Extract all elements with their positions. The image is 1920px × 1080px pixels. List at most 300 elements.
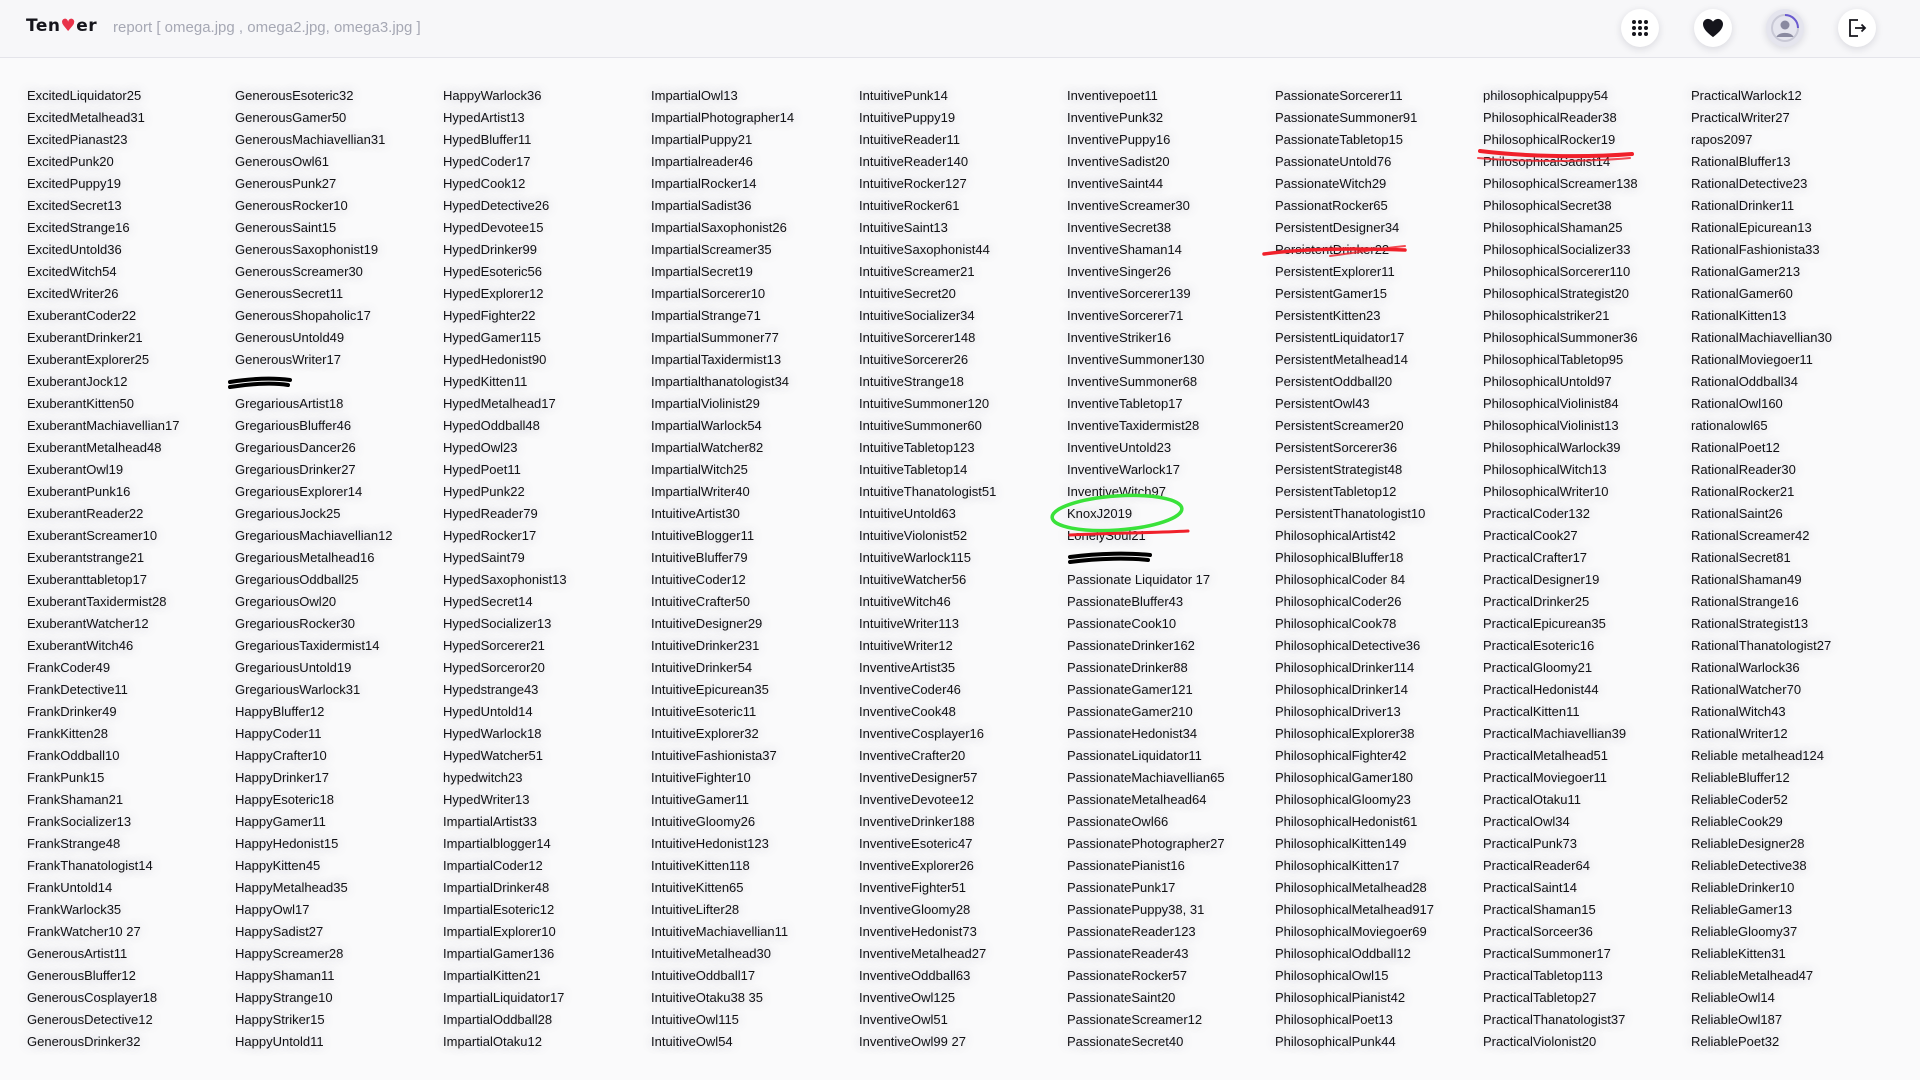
username-item[interactable]: RationalEpicurean13 — [1691, 220, 1812, 235]
username-item[interactable]: RationalGamer60 — [1691, 286, 1793, 301]
username-item[interactable]: ReliableGloomy37 — [1691, 924, 1798, 939]
username-item[interactable]: IntuitiveOwl115 — [651, 1012, 739, 1027]
username-item[interactable]: ImpartialPhotographer14 — [651, 110, 795, 125]
username-item[interactable]: PassionateSummoner91 — [1275, 110, 1418, 125]
username-item[interactable]: PassionateDrinker88 — [1067, 660, 1188, 675]
username-item[interactable]: InventiveHedonist73 — [859, 924, 977, 939]
username-item[interactable]: InventiveStriker16 — [1067, 330, 1172, 345]
username-item[interactable]: RationalStrange16 — [1691, 594, 1799, 609]
username-item[interactable]: ReliableDesigner28 — [1691, 836, 1805, 851]
username-item[interactable]: PassionateGamer121 — [1067, 682, 1193, 697]
username-item[interactable]: PhilosophicalArtist42 — [1275, 528, 1396, 543]
username-item[interactable]: InventiveOddball63 — [859, 968, 971, 983]
username-item[interactable]: InventiveArtist35 — [859, 660, 956, 675]
username-item[interactable]: Impartialthanatologist34 — [651, 374, 790, 389]
username-item[interactable]: RationalKitten13 — [1691, 308, 1787, 323]
username-item[interactable]: ExuberantKitten50 — [27, 396, 134, 411]
username-item[interactable]: HypedDevotee15 — [443, 220, 544, 235]
username-item[interactable]: PhilosophicalHedonist61 — [1275, 814, 1418, 829]
username-item[interactable]: PhilosophicalTabletop95 — [1483, 352, 1624, 367]
username-item[interactable]: GregariousWarlock31 — [235, 682, 361, 697]
username-item[interactable]: IntuitiveSocializer34 — [859, 308, 975, 323]
username-item[interactable]: ExuberantExplorer25 — [27, 352, 150, 367]
username-item[interactable]: PassionatePunk17 — [1067, 880, 1176, 895]
username-item[interactable]: FrankThanatologist14 — [27, 858, 153, 873]
username-item[interactable]: PracticalMetalhead51 — [1483, 748, 1609, 763]
username-item[interactable]: FrankSocializer13 — [27, 814, 132, 829]
grid-button[interactable] — [1621, 9, 1659, 47]
username-item[interactable]: GregariousUntold19 — [235, 660, 352, 675]
username-item[interactable]: HypedPunk22 — [443, 484, 525, 499]
username-item[interactable]: PersistentOwl43 — [1275, 396, 1370, 411]
username-item[interactable]: HypedDrinker99 — [443, 242, 537, 257]
username-item[interactable]: ImpartialOtaku12 — [443, 1034, 542, 1049]
username-item[interactable]: HypedSocializer13 — [443, 616, 552, 631]
username-item[interactable]: IntuitiveDrinker231 — [651, 638, 760, 653]
username-item[interactable]: InventiveUntold23 — [1067, 440, 1172, 455]
username-item[interactable]: PhilosophicalWarlock39 — [1483, 440, 1621, 455]
username-item[interactable]: ExuberantReader22 — [27, 506, 144, 521]
username-item[interactable]: PassionateWitch29 — [1275, 176, 1387, 191]
username-item[interactable]: ReliableKitten31 — [1691, 946, 1786, 961]
username-item[interactable]: IntuitiveHedonist123 — [651, 836, 769, 851]
username-item[interactable]: GregariousRocker30 — [235, 616, 355, 631]
username-item[interactable]: HypedKitten11 — [443, 374, 528, 389]
username-item[interactable]: InventiveSummoner130 — [1067, 352, 1205, 367]
username-item[interactable]: HappyStrange10 — [235, 990, 333, 1005]
username-item[interactable]: ImpartialWitch25 — [651, 462, 748, 477]
username-item[interactable]: FrankOddball10 — [27, 748, 120, 763]
username-item[interactable]: PracticalEsoteric16 — [1483, 638, 1595, 653]
username-item[interactable]: ExcitedWriter26 — [27, 286, 119, 301]
username-item[interactable]: InventiveOwl125 — [859, 990, 956, 1005]
username-item[interactable]: HappyOwl17 — [235, 902, 310, 917]
username-item[interactable]: PhilosophicalKitten17 — [1275, 858, 1400, 873]
username-item[interactable]: PracticalThanatologist37 — [1483, 1012, 1626, 1027]
username-item[interactable]: ReliableGamer13 — [1691, 902, 1793, 917]
username-item[interactable]: Impartialblogger14 — [443, 836, 551, 851]
username-item[interactable]: PracticalSorceer36 — [1483, 924, 1593, 939]
username-item[interactable]: PersistentMetalhead14 — [1275, 352, 1408, 367]
username-item[interactable]: PracticalCoder132 — [1483, 506, 1590, 521]
username-item[interactable]: PhilosophicalSecret38 — [1483, 198, 1612, 213]
username-item[interactable]: HypedDetective26 — [443, 198, 550, 213]
username-item[interactable]: HypedBluffer11 — [443, 132, 532, 147]
username-item[interactable]: PhilosophicalUntold97 — [1483, 374, 1612, 389]
username-item[interactable]: InventiveCosplayer16 — [859, 726, 985, 741]
username-item[interactable]: ReliableCook29 — [1691, 814, 1783, 829]
username-item[interactable]: ImpartialTaxidermist13 — [651, 352, 782, 367]
username-item[interactable]: PersistentGamer15 — [1275, 286, 1387, 301]
username-item[interactable]: InventiveGloomy28 — [859, 902, 971, 917]
username-item[interactable]: HappyEsoteric18 — [235, 792, 334, 807]
username-item[interactable]: PracticalCrafter17 — [1483, 550, 1588, 565]
username-item[interactable]: FrankStrange48 — [27, 836, 121, 851]
username-item[interactable]: PhilosophicalCook78 — [1275, 616, 1397, 631]
username-item[interactable]: PhilosophicalCoder26 — [1275, 594, 1402, 609]
username-item[interactable]: HappyHedonist15 — [235, 836, 339, 851]
username-item[interactable]: PracticalPunk73 — [1483, 836, 1577, 851]
username-item[interactable]: PersistentLiquidator17 — [1275, 330, 1405, 345]
username-item[interactable]: IntuitiveEsoteric11 — [651, 704, 757, 719]
username-item[interactable]: PassionateSaint20 — [1067, 990, 1176, 1005]
username-item[interactable]: KnoxJ2019 — [1067, 506, 1133, 521]
username-item[interactable]: Inventivepoet11 — [1067, 88, 1158, 103]
username-item[interactable]: RationalBluffer13 — [1691, 154, 1791, 169]
username-item[interactable]: philosophicalpuppy54 — [1483, 88, 1609, 103]
username-item[interactable]: ImpartialViolinist29 — [651, 396, 760, 411]
username-item[interactable]: InventiveWitch97 — [1067, 484, 1166, 499]
username-item[interactable]: PhilosophicalSadist14 — [1483, 154, 1611, 169]
username-item[interactable]: IntuitiveSorcerer26 — [859, 352, 969, 367]
username-item[interactable]: PhilosophicalReader38 — [1483, 110, 1617, 125]
username-item[interactable]: IntuitiveSummoner60 — [859, 418, 982, 433]
username-item[interactable]: Philosophicalstriker21 — [1483, 308, 1610, 323]
username-item[interactable]: ExuberantCoder22 — [27, 308, 137, 323]
username-item[interactable]: IntuitiveOddball17 — [651, 968, 756, 983]
username-item[interactable]: ExuberantTaxidermist28 — [27, 594, 167, 609]
username-item[interactable]: ImpartialArtist33 — [443, 814, 537, 829]
username-item[interactable]: InventiveDevotee12 — [859, 792, 974, 807]
username-item[interactable]: PracticalOwl34 — [1483, 814, 1570, 829]
username-item[interactable]: PhilosophicalMoviegoer69 — [1275, 924, 1427, 939]
username-item[interactable]: PersistentKitten23 — [1275, 308, 1381, 323]
username-item[interactable]: IntuitiveEpicurean35 — [651, 682, 769, 697]
username-item[interactable]: FrankKitten28 — [27, 726, 108, 741]
username-item[interactable]: IntuitiveScreamer21 — [859, 264, 975, 279]
username-item[interactable]: PersistentScreamer20 — [1275, 418, 1404, 433]
username-item[interactable]: ReliableOwl14 — [1691, 990, 1775, 1005]
username-item[interactable]: FrankPunk15 — [27, 770, 105, 785]
username-item[interactable]: InventivePunk32 — [1067, 110, 1164, 125]
username-item[interactable]: HypedGamer115 — [443, 330, 542, 345]
username-item[interactable]: IntuitiveRocker127 — [859, 176, 967, 191]
username-item[interactable]: HypedReader79 — [443, 506, 538, 521]
username-item[interactable]: RationalReader30 — [1691, 462, 1796, 477]
username-item[interactable]: PhilosophicalMetalhead917 — [1275, 902, 1435, 917]
username-item[interactable]: hypedwitch23 — [443, 770, 523, 785]
username-item[interactable]: PracticalSummoner17 — [1483, 946, 1611, 961]
username-item[interactable]: HypedSaint79 — [443, 550, 525, 565]
username-item[interactable]: ReliableMetalhead47 — [1691, 968, 1814, 983]
username-item[interactable]: PracticalDrinker25 — [1483, 594, 1590, 609]
username-item[interactable]: HappyCoder11 — [235, 726, 322, 741]
username-item[interactable]: ImpartialSummoner77 — [651, 330, 779, 345]
username-item[interactable]: HypedSecret14 — [443, 594, 533, 609]
username-item[interactable]: PhilosophicalWriter10 — [1483, 484, 1609, 499]
username-item[interactable]: IntuitiveGloomy26 — [651, 814, 756, 829]
username-item[interactable]: ImpartialPuppy21 — [651, 132, 753, 147]
username-item[interactable]: FrankDrinker49 — [27, 704, 117, 719]
username-item[interactable]: HappyKitten45 — [235, 858, 321, 873]
username-item[interactable]: HypedExplorer12 — [443, 286, 544, 301]
username-item[interactable]: PersistentThanatologist10 — [1275, 506, 1426, 521]
profile-button[interactable] — [1766, 9, 1804, 47]
username-item[interactable]: IntuitiveExplorer32 — [651, 726, 759, 741]
username-item[interactable]: HypedWriter13 — [443, 792, 530, 807]
username-item[interactable]: HappyScreamer28 — [235, 946, 344, 961]
username-item[interactable]: GenerousGamer50 — [235, 110, 347, 125]
username-item[interactable]: IntuitiveWriter113 — [859, 616, 959, 631]
username-item[interactable]: ExcitedWitch54 — [27, 264, 117, 279]
username-item[interactable]: IntuitiveSaxophonist44 — [859, 242, 990, 257]
username-item[interactable]: PhilosophicalSocializer33 — [1483, 242, 1631, 257]
username-item[interactable]: GenerousSaxophonist19 — [235, 242, 379, 257]
username-item[interactable]: InventiveSinger26 — [1067, 264, 1172, 279]
username-item[interactable]: HypedSorcerer21 — [443, 638, 545, 653]
username-item[interactable]: ReliableDrinker10 — [1691, 880, 1795, 895]
username-item[interactable]: IntuitiveDesigner29 — [651, 616, 763, 631]
username-item[interactable]: IntuitiveCrafter50 — [651, 594, 750, 609]
username-item[interactable]: HypedWatcher51 — [443, 748, 543, 763]
username-item[interactable]: PhilosophicalDrinker114 — [1275, 660, 1415, 675]
username-item[interactable]: HypedCook12 — [443, 176, 526, 191]
username-item[interactable]: IntuitiveTabletop123 — [859, 440, 975, 455]
username-item[interactable]: IntuitiveMetalhead30 — [651, 946, 771, 961]
username-item[interactable]: PersistentTabletop12 — [1275, 484, 1397, 499]
username-item[interactable]: ImpartialGamer136 — [443, 946, 555, 961]
username-item[interactable]: FrankWarlock35 — [27, 902, 122, 917]
username-item[interactable]: FrankDetective11 — [27, 682, 128, 697]
username-item[interactable]: PassionateDrinker162 — [1067, 638, 1195, 653]
username-item[interactable]: RationalPoet12 — [1691, 440, 1780, 455]
username-item[interactable]: IntuitiveKitten65 — [651, 880, 744, 895]
username-item[interactable]: GregariousBluffer46 — [235, 418, 352, 433]
username-item[interactable]: PassionateGamer210 — [1067, 704, 1193, 719]
username-item[interactable]: GenerousScreamer30 — [235, 264, 363, 279]
username-item[interactable]: ExuberantDrinker21 — [27, 330, 143, 345]
username-item[interactable]: PhilosophicalBluffer18 — [1275, 550, 1404, 565]
username-item[interactable]: PracticalOtaku11 — [1483, 792, 1582, 807]
username-item[interactable]: IntuitiveViolonist52 — [859, 528, 968, 543]
username-item[interactable]: ExuberantMetalhead48 — [27, 440, 162, 455]
username-item[interactable]: PassionateHedonist34 — [1067, 726, 1198, 741]
username-item[interactable]: ImpartialRocker14 — [651, 176, 757, 191]
username-item[interactable]: GenerousDrinker32 — [27, 1034, 141, 1049]
username-item[interactable]: HypedEsoteric56 — [443, 264, 542, 279]
username-item[interactable]: IntuitiveSaint13 — [859, 220, 948, 235]
username-item[interactable]: ImpartialSorcerer10 — [651, 286, 766, 301]
username-item[interactable]: InventiveSaint44 — [1067, 176, 1164, 191]
username-item[interactable]: PracticalViolonist20 — [1483, 1034, 1597, 1049]
username-item[interactable]: InventiveSorcerer71 — [1067, 308, 1184, 323]
username-item[interactable]: InventiveExplorer26 — [859, 858, 974, 873]
username-item[interactable]: HypedArtist13 — [443, 110, 525, 125]
username-item[interactable]: ExuberantJock12 — [27, 374, 128, 389]
username-item[interactable]: IntuitiveFighter10 — [651, 770, 751, 785]
username-item[interactable]: InventiveSecret38 — [1067, 220, 1172, 235]
username-item[interactable]: IntuitiveSorcerer148 — [859, 330, 976, 345]
username-item[interactable]: InventiveCook48 — [859, 704, 956, 719]
username-item[interactable]: RationalSecret81 — [1691, 550, 1791, 565]
username-item[interactable]: PracticalKitten11 — [1483, 704, 1580, 719]
favorites-button[interactable] — [1694, 9, 1732, 47]
username-item[interactable]: HypedMetalhead17 — [443, 396, 556, 411]
username-item[interactable]: ImpartialWarlock54 — [651, 418, 762, 433]
username-item[interactable]: GenerousBluffer12 — [27, 968, 136, 983]
username-item[interactable]: rationalowl65 — [1691, 418, 1768, 433]
username-item[interactable]: Passionate Liquidator 17 — [1067, 572, 1211, 587]
username-item[interactable]: PhilosophicalViolinist13 — [1483, 418, 1619, 433]
username-item[interactable]: GenerousMachiavellian31 — [235, 132, 386, 147]
username-item[interactable]: PhilosophicalStrategist20 — [1483, 286, 1629, 301]
username-item[interactable]: IntuitiveGamer11 — [651, 792, 750, 807]
username-item[interactable]: GenerousDetective12 — [27, 1012, 153, 1027]
username-item[interactable]: GenerousOwl61 — [235, 154, 329, 169]
username-item[interactable]: RationalOddball34 — [1691, 374, 1798, 389]
username-item[interactable]: PassionateScreamer12 — [1067, 1012, 1203, 1027]
username-item[interactable]: HappyStriker15 — [235, 1012, 325, 1027]
username-item[interactable]: PhilosophicalPianist42 — [1275, 990, 1406, 1005]
username-item[interactable]: PracticalGloomy21 — [1483, 660, 1593, 675]
username-item[interactable]: PhilosophicalDetective36 — [1275, 638, 1421, 653]
username-item[interactable]: ImpartialSadist36 — [651, 198, 752, 213]
username-item[interactable]: PersistentSorcerer36 — [1275, 440, 1398, 455]
username-item[interactable]: PassionateRocker57 — [1067, 968, 1187, 983]
username-item[interactable]: IntuitiveTabletop14 — [859, 462, 968, 477]
username-item[interactable]: GregariousArtist18 — [235, 396, 344, 411]
username-item[interactable]: PracticalWriter27 — [1691, 110, 1790, 125]
username-item[interactable]: IntuitiveOwl54 — [651, 1034, 733, 1049]
username-item[interactable]: IntuitiveUntold63 — [859, 506, 956, 521]
username-item[interactable]: RationalDetective23 — [1691, 176, 1808, 191]
username-item[interactable]: RationalShaman49 — [1691, 572, 1802, 587]
username-item[interactable]: GregariousExplorer14 — [235, 484, 363, 499]
username-item[interactable]: ExcitedSecret13 — [27, 198, 122, 213]
username-item[interactable]: PhilosophicalOddball12 — [1275, 946, 1411, 961]
username-item[interactable]: PhilosophicalPoet13 — [1275, 1012, 1393, 1027]
username-item[interactable]: HypedUntold14 — [443, 704, 533, 719]
username-item[interactable]: ExuberantPunk16 — [27, 484, 131, 499]
username-item[interactable]: IntuitiveLifter28 — [651, 902, 740, 917]
username-item[interactable]: ImpartialCoder12 — [443, 858, 543, 873]
username-item[interactable]: PassionateSecret40 — [1067, 1034, 1184, 1049]
username-item[interactable]: RationalRocker21 — [1691, 484, 1795, 499]
username-item[interactable]: HypedSaxophonist13 — [443, 572, 567, 587]
username-item[interactable]: ImpartialEsoteric12 — [443, 902, 555, 917]
username-item[interactable]: GregariousMachiavellian12 — [235, 528, 393, 543]
username-item[interactable]: PracticalDesigner19 — [1483, 572, 1600, 587]
username-item[interactable]: HypedPoet11 — [443, 462, 521, 477]
username-item[interactable]: IntuitiveStrange18 — [859, 374, 964, 389]
username-item[interactable]: InventiveCoder46 — [859, 682, 961, 697]
username-item[interactable]: HappyWarlock36 — [443, 88, 542, 103]
username-item[interactable]: PhilosophicalGamer180 — [1275, 770, 1414, 785]
username-item[interactable]: IntuitiveWarlock115 — [859, 550, 971, 565]
username-item[interactable]: GregariousTaxidermist14 — [235, 638, 380, 653]
username-item[interactable]: HypedOddball48 — [443, 418, 540, 433]
username-item[interactable]: GenerousRocker10 — [235, 198, 348, 213]
username-item[interactable]: GregariousMetalhead16 — [235, 550, 375, 565]
username-item[interactable]: PhilosophicalWitch13 — [1483, 462, 1607, 477]
username-item[interactable]: RationalMoviegoer11 — [1691, 352, 1813, 367]
username-item[interactable]: InventiveOwl99 27 — [859, 1034, 966, 1049]
username-item[interactable]: PersistentOddball20 — [1275, 374, 1393, 389]
username-item[interactable]: HypedSorceror20 — [443, 660, 545, 675]
username-item[interactable]: PracticalTabletop113 — [1483, 968, 1603, 983]
username-item[interactable]: IntuitiveFashionista37 — [651, 748, 777, 763]
username-item[interactable]: ExcitedStrange16 — [27, 220, 130, 235]
username-item[interactable]: HypedCoder17 — [443, 154, 531, 169]
username-item[interactable]: ReliableBluffer12 — [1691, 770, 1790, 785]
username-item[interactable]: PhilosophicalViolinist84 — [1483, 396, 1619, 411]
username-item[interactable]: HappySadist27 — [235, 924, 324, 939]
username-item[interactable]: ExuberantWatcher12 — [27, 616, 149, 631]
username-item[interactable]: PersistentDesigner34 — [1275, 220, 1400, 235]
username-item[interactable]: PassionateMachiavellian65 — [1067, 770, 1225, 785]
username-item[interactable]: InventiveEsoteric47 — [859, 836, 973, 851]
username-item[interactable]: PhilosophicalRocker19 — [1483, 132, 1616, 147]
username-item[interactable]: PassionateMetalhead64 — [1067, 792, 1207, 807]
username-item[interactable]: PassionateReader123 — [1067, 924, 1196, 939]
username-item[interactable]: PhilosophicalPunk44 — [1275, 1034, 1396, 1049]
username-item[interactable]: RationalOwl160 — [1691, 396, 1783, 411]
username-item[interactable]: HypedHedonist90 — [443, 352, 547, 367]
username-item[interactable]: ImpartialScreamer35 — [651, 242, 772, 257]
username-item[interactable]: PassionateOwl66 — [1067, 814, 1169, 829]
username-item[interactable]: HypedFighter22 — [443, 308, 536, 323]
username-item[interactable]: RationalWatcher70 — [1691, 682, 1802, 697]
username-item[interactable]: PracticalShaman15 — [1483, 902, 1596, 917]
username-item[interactable]: ImpartialExplorer10 — [443, 924, 556, 939]
username-item[interactable]: RationalMachiavellian30 — [1691, 330, 1832, 345]
username-item[interactable]: ExcitedUntold36 — [27, 242, 122, 257]
username-item[interactable]: ExcitedLiquidator25 — [27, 88, 142, 103]
username-item[interactable]: HappyCrafter10 — [235, 748, 327, 763]
username-item[interactable]: GenerousEsoteric32 — [235, 88, 354, 103]
username-item[interactable]: ImpartialOwl13 — [651, 88, 738, 103]
username-item[interactable]: PersistentExplorer11 — [1275, 264, 1395, 279]
username-item[interactable]: GregariousJock25 — [235, 506, 341, 521]
username-item[interactable]: RationalWriter12 — [1691, 726, 1788, 741]
username-item[interactable]: ExuberantMachiavellian17 — [27, 418, 180, 433]
logout-button[interactable] — [1838, 9, 1876, 47]
username-item[interactable]: IntuitiveDrinker54 — [651, 660, 753, 675]
username-item[interactable]: ImpartialKitten21 — [443, 968, 541, 983]
username-item[interactable]: IntuitiveWatcher56 — [859, 572, 967, 587]
username-item[interactable]: HappyDrinker17 — [235, 770, 329, 785]
username-item[interactable]: HappyGamer11 — [235, 814, 326, 829]
username-item[interactable]: PracticalReader64 — [1483, 858, 1590, 873]
username-item[interactable]: Exuberantstrange21 — [27, 550, 145, 565]
username-item[interactable]: InventiveSadist20 — [1067, 154, 1170, 169]
username-item[interactable]: GenerousUntold49 — [235, 330, 345, 345]
username-item[interactable]: PhilosophicalScreamer138 — [1483, 176, 1638, 191]
username-item[interactable]: GregariousDancer26 — [235, 440, 356, 455]
username-item[interactable]: IntuitivePunk14 — [859, 88, 948, 103]
username-item[interactable]: PassionateUntold76 — [1275, 154, 1392, 169]
username-item[interactable]: RationalDrinker11 — [1691, 198, 1795, 213]
username-item[interactable]: RationalGamer213 — [1691, 264, 1801, 279]
username-item[interactable]: FrankUntold14 — [27, 880, 113, 895]
username-item[interactable]: RationalFashionista33 — [1691, 242, 1820, 257]
username-item[interactable]: PhilosophicalExplorer38 — [1275, 726, 1415, 741]
username-item[interactable]: GenerousSaint15 — [235, 220, 337, 235]
username-item[interactable]: PhilosophicalKitten149 — [1275, 836, 1407, 851]
app-logo[interactable]: Ten♥er — [26, 16, 98, 36]
username-item[interactable]: PassionateCook10 — [1067, 616, 1177, 631]
username-item[interactable]: ExcitedPianast23 — [27, 132, 128, 147]
username-item[interactable]: PersistentStrategist48 — [1275, 462, 1403, 477]
username-item[interactable]: rapos2097 — [1691, 132, 1753, 147]
username-item[interactable]: PracticalMachiavellian39 — [1483, 726, 1627, 741]
username-item[interactable]: ExuberantScreamer10 — [27, 528, 158, 543]
username-item[interactable]: ImpartialSecret19 — [651, 264, 753, 279]
username-item[interactable]: ImpartialWatcher82 — [651, 440, 764, 455]
username-item[interactable]: HypedRocker17 — [443, 528, 537, 543]
username-item[interactable]: GenerousPunk27 — [235, 176, 337, 191]
username-item[interactable]: InventiveFighter51 — [859, 880, 966, 895]
